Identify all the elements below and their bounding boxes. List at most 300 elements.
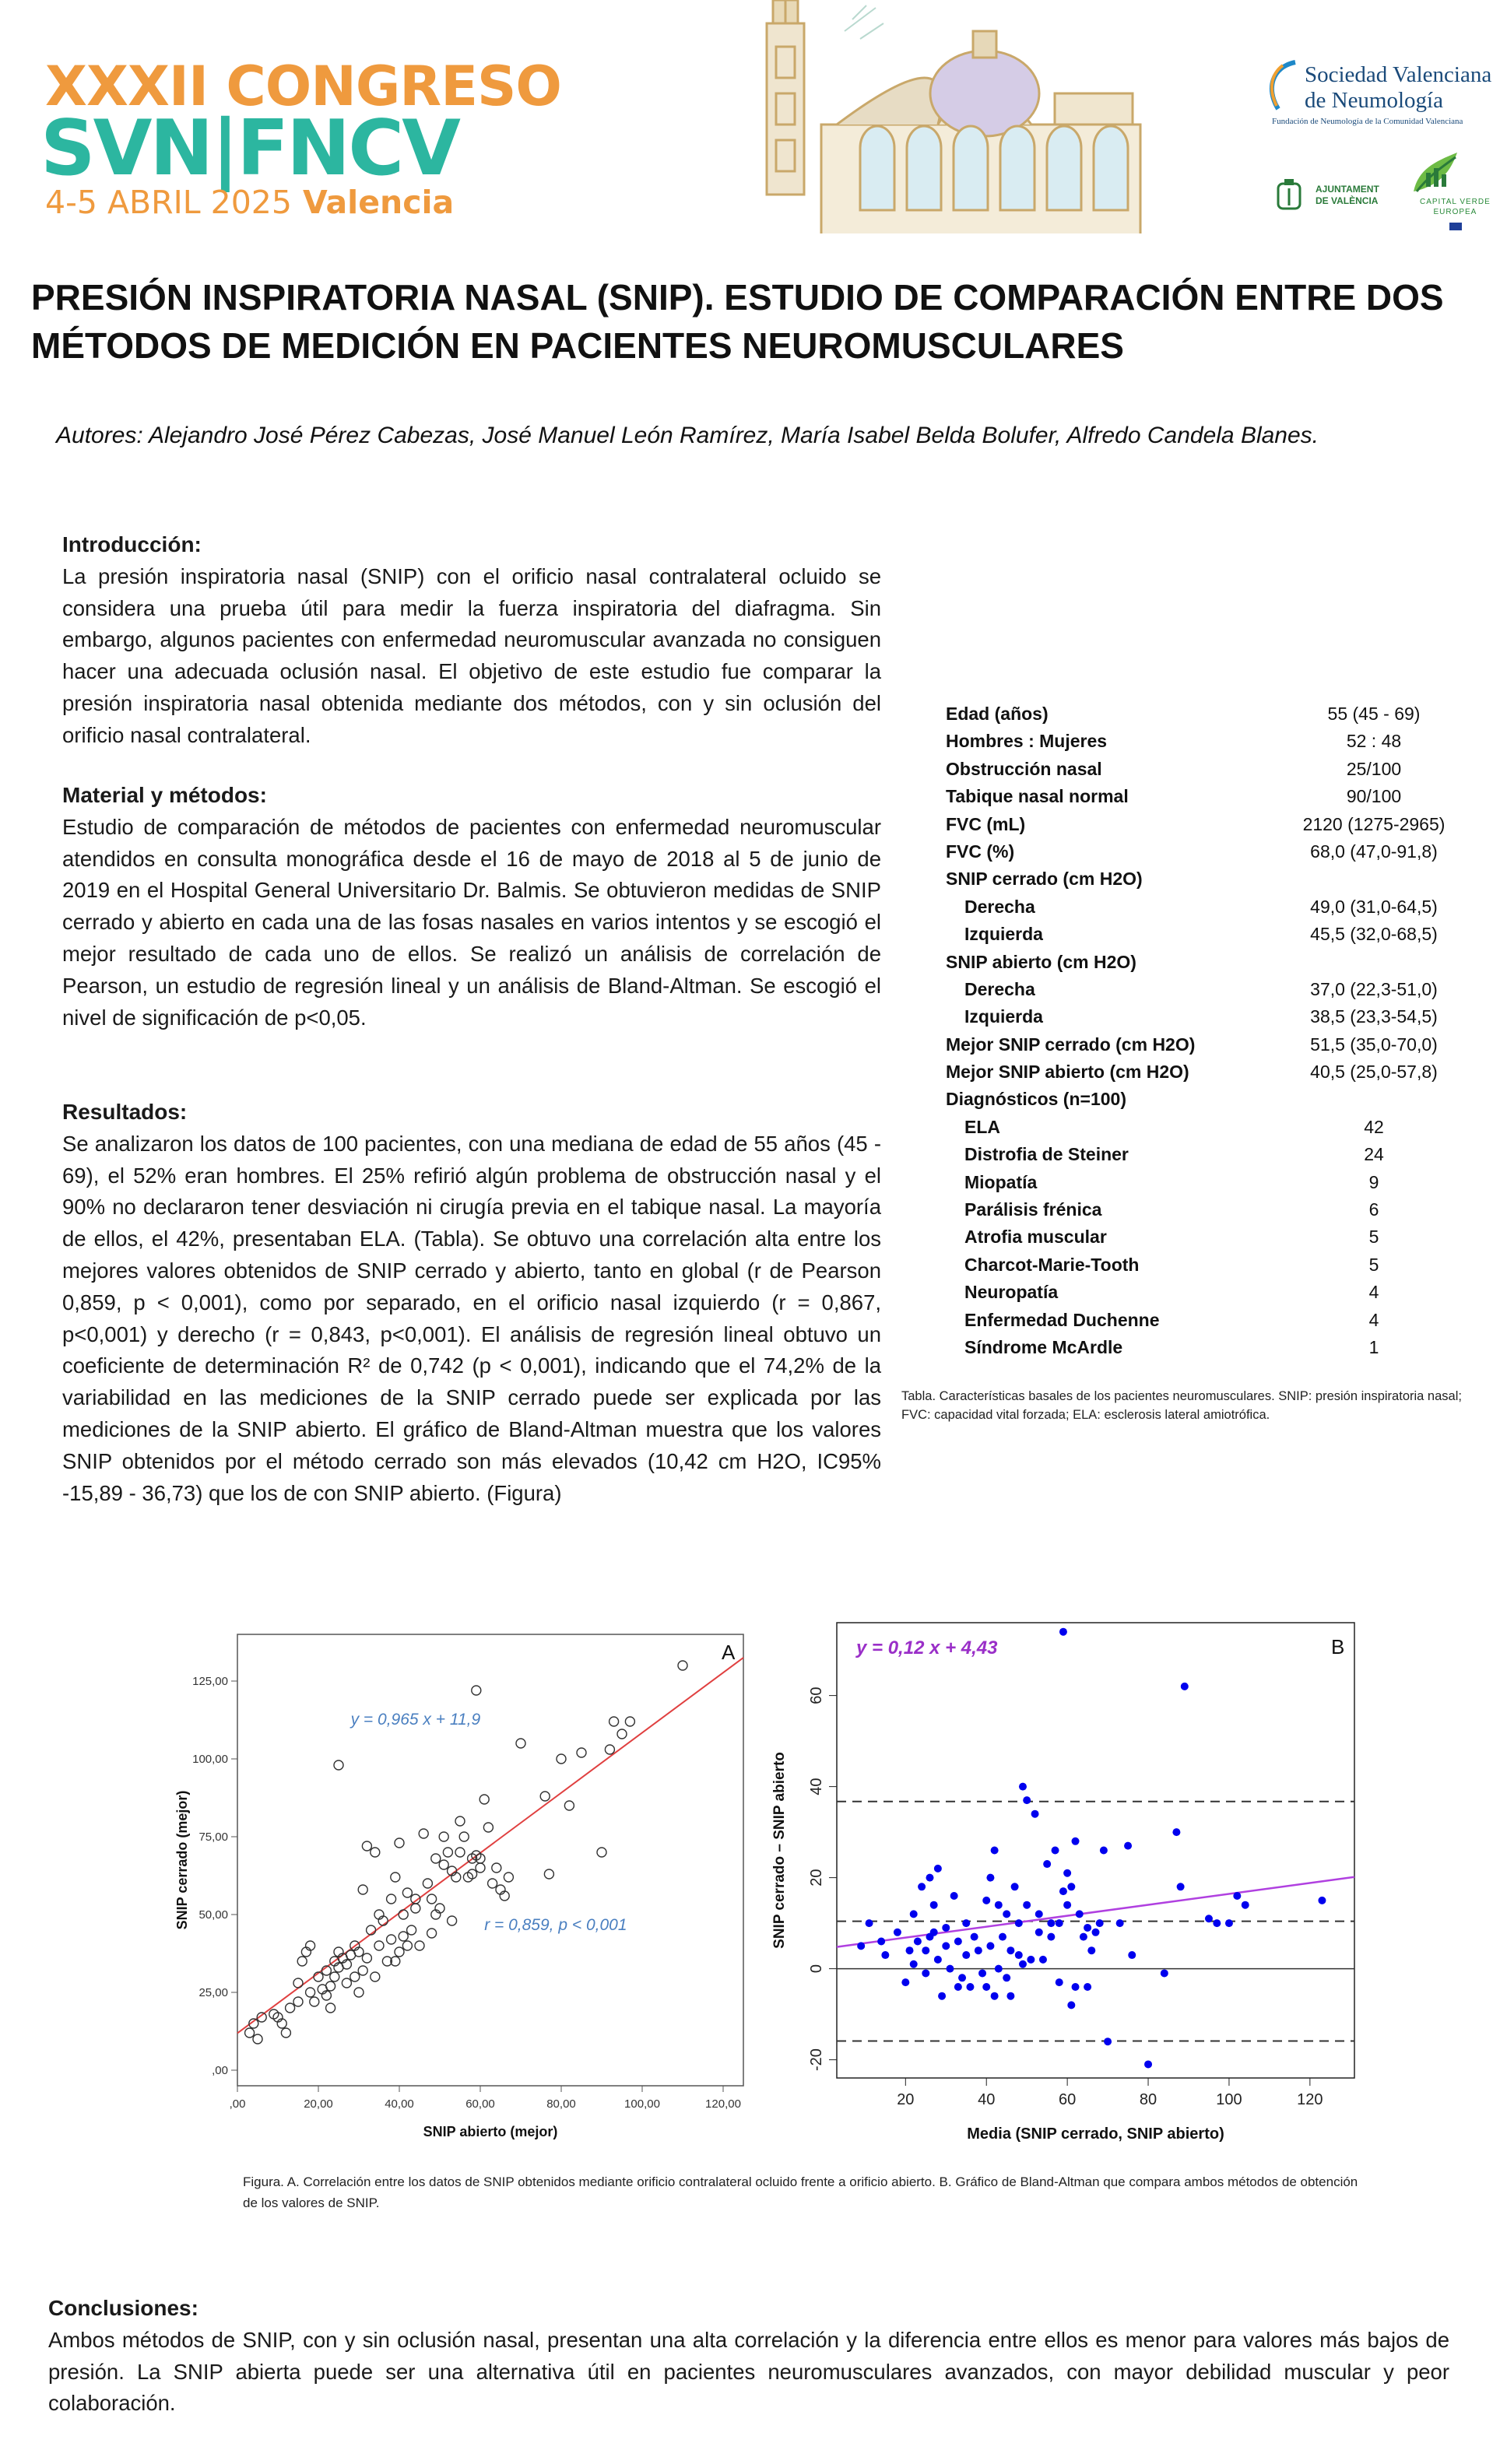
table-row-value: 90/100 (1346, 786, 1402, 807)
data-point (439, 1860, 448, 1869)
data-point (293, 1978, 303, 1988)
data-point (350, 1972, 360, 1981)
table-row-value: 1 (1368, 1336, 1379, 1357)
y-tick-label: 40 (808, 1778, 825, 1795)
data-point (1096, 1919, 1104, 1927)
data-point (286, 2003, 295, 2013)
plot-frame (237, 1634, 743, 2086)
x-tick-label: 40,00 (385, 2097, 414, 2111)
data-point (387, 1935, 396, 1944)
data-point (910, 1960, 918, 1968)
data-point (1213, 1919, 1221, 1927)
table-row-label: Tabique nasal normal (946, 786, 1129, 807)
data-point (966, 1983, 974, 1991)
data-point (1006, 1992, 1014, 2000)
table-row-value: 37,0 (22,3-51,0) (1310, 978, 1438, 999)
data-point (374, 1941, 384, 1950)
data-point (423, 1879, 432, 1888)
table-row (946, 1169, 1452, 1196)
table-row-value: 40,5 (25,0-57,8) (1310, 1062, 1438, 1083)
table-row-label: ELA (964, 1116, 1000, 1137)
data-point (597, 1848, 606, 1857)
data-point (1172, 1828, 1180, 1836)
data-point (1035, 1929, 1043, 1936)
data-point (427, 1929, 437, 1938)
panel-label: A (722, 1641, 736, 1664)
data-point (483, 1823, 493, 1832)
table-row (946, 1114, 1452, 1141)
data-point (986, 1942, 994, 1950)
table-row (946, 976, 1452, 1003)
society-name (1305, 62, 1491, 114)
introduction-heading: Introducción: (62, 532, 202, 556)
data-point (1144, 2060, 1152, 2068)
society-subtitle: Fundación de Neumología de la Comunidad Valenciana (1272, 117, 1463, 126)
data-point (427, 1894, 437, 1904)
data-point (1177, 1883, 1185, 1890)
data-point (962, 1919, 970, 1927)
data-point (476, 1863, 485, 1873)
data-point (1059, 1628, 1067, 1636)
data-point (625, 1717, 634, 1726)
section-conclusions (48, 2293, 1449, 2420)
introduction-text: La presión inspiratoria nasal (SNIP) con el orificio nasal contralateral ocluido se considera una prueba útil para medir la fuerza inspiratoria del diafragma. Sin embargo, algunos pacientes con enfermedad neuromuscular avanzada no consiguen hacer una adecuada oclusión nasal. El objetivo de este estudio fue comparar la presión inspiratoria nasal obtenida mediante dos métodos, con y sin oclusión del orificio nasal contralateral. (62, 563, 881, 747)
table-row (946, 728, 1452, 755)
data-point (1011, 1883, 1019, 1890)
data-point (330, 1972, 339, 1981)
data-point (293, 1997, 303, 2006)
data-point (387, 1894, 396, 1904)
data-point (1084, 1924, 1091, 1932)
x-tick-label: 120 (1297, 2091, 1323, 2108)
data-point (982, 1897, 990, 1904)
data-point (1006, 1946, 1014, 1954)
data-point (1072, 1983, 1080, 1991)
data-point (448, 1916, 457, 1925)
results-text: Se analizaron los datos de 100 pacientes, con una mediana de edad de 55 años (45 - 69), el 52% eran hombres. El 25% refirió algún problema de obstrucción nasal y el 90% no declararon tener desviación ni cirugía previa en el tabique nasal. La mayoría de ellos, el 42%, presentaban ELA. (Tabla). Se obtuvo una correlación alta entre los mejores valores obtenidos de SNIP cerrado y abierto, tanto en global (r de Pearson 0,859, p < 0,001), como por separado, en el orificio nasal izquierdo (r = 0,867, p<0,001) y derecho (r = 0,843, p<0,001). El análisis de regresión lineal obtuvo un coeficiente de determinación R² de 0,742 (p < 0,001), indicando que el 74,2% de la variabilidad en las mediciones de la SNIP cerrado puede ser explicada por las mediciones de la SNIP abierto. El gráfico de Bland-Altman muestra que los valores SNIP obtenidos por el método cerrado son más elevados (10,42 cm H2O, IC95% -15,89 - 36,73) que los de con SNIP abierto. (Figura) (62, 1131, 881, 1505)
congress-dates (45, 184, 455, 221)
table-row-value: 55 (45 - 69) (1327, 704, 1421, 724)
data-point (1023, 1901, 1031, 1909)
green-capital-line2: EUROPEA (1433, 207, 1477, 216)
table-row-label: SNIP cerrado (cm H2O) (946, 869, 1143, 890)
data-point (866, 1919, 873, 1927)
congress-acronym: SVN|FNCV (40, 104, 458, 193)
section-methods (62, 780, 881, 1034)
data-point (371, 1848, 380, 1857)
market-building-illustration (704, 0, 1187, 233)
section-results (62, 1097, 881, 1509)
table-row-label: Mejor SNIP cerrado (cm H2O) (946, 1034, 1196, 1055)
table-row (946, 1141, 1452, 1168)
table-row-label: Enfermedad Duchenne (964, 1309, 1160, 1330)
data-point (1205, 1915, 1213, 1922)
y-tick-label: 0 (808, 1964, 825, 1974)
data-point (1043, 1860, 1051, 1868)
data-point (958, 1974, 966, 1981)
data-point (1100, 1847, 1108, 1855)
data-point (678, 1661, 687, 1670)
table-row (946, 1003, 1452, 1030)
data-point (564, 1801, 574, 1810)
data-point (1047, 1919, 1055, 1927)
data-point (995, 1965, 1003, 1973)
data-point (1225, 1919, 1233, 1927)
data-point (1063, 1869, 1071, 1877)
x-axis-label: Media (SNIP cerrado, SNIP abierto) (967, 2125, 1224, 2143)
x-tick-label: 120,00 (705, 2097, 741, 2111)
table-row-value: 52 : 48 (1346, 731, 1402, 752)
table-row (946, 865, 1452, 893)
data-point (881, 1951, 889, 1959)
table-row (946, 783, 1452, 810)
data-point (617, 1729, 627, 1739)
data-point (516, 1739, 525, 1748)
data-point (472, 1686, 481, 1695)
data-point (962, 1951, 970, 1959)
data-point (1056, 1919, 1063, 1927)
y-tick-label: 125,00 (192, 1675, 228, 1688)
table-row (946, 1058, 1452, 1086)
methods-heading: Material y métodos: (62, 783, 267, 807)
table-row-label: FVC (%) (946, 841, 1015, 862)
table-row-label: Obstrucción nasal (946, 758, 1102, 779)
table-row-value: 5 (1368, 1254, 1379, 1275)
congress-title: XXXII CONGRESO (45, 54, 561, 118)
table-row-label: Hombres : Mujeres (946, 731, 1108, 752)
authors: Autores: Alejandro José Pérez Cabezas, José Manuel León Ramírez, María Isabel Belda Bolufer, Alfredo Candela Blanes. (56, 423, 1319, 448)
data-point (492, 1863, 501, 1873)
table-row-label: Atrofia muscular (964, 1227, 1107, 1248)
data-point (1052, 1847, 1059, 1855)
data-point (419, 1829, 428, 1838)
data-point (1233, 1892, 1241, 1900)
table-row-value: 68,0 (47,0-91,8) (1310, 841, 1438, 862)
data-point (934, 1865, 942, 1873)
data-point (1181, 1683, 1189, 1690)
x-tick-label: 80,00 (546, 2097, 576, 2111)
methods-text: Estudio de comparación de métodos de pacientes con enfermedad neuromuscular atendidos en consulta monográfica desde el 16 de mayo de 2018 al 5 de junio de 2019 en el Hospital General Universitario Dr. Balmis. Se obtuvieron medidas de SNIP cerrado y abierto en cada una de las fosas nasales en varios intentos y se escogió el mejor resultado de cada uno de ellos. Se realizó un análisis de correlación de Pearson, un estudio de regresión lineal y un análisis de Bland-Altman. Se escogió el nivel de significación de p<0,05. (62, 814, 881, 1030)
table-caption: Tabla. Características basales de los pacientes neuromusculares. SNIP: presión inspiratoria nasal; FVC: capacidad vital forzada; ELA: esclerosis lateral amiotrófica. (901, 1389, 1462, 1422)
y-tick-label: 100,00 (192, 1753, 228, 1766)
ajuntament-logo-text (1316, 184, 1379, 207)
regression-equation: y = 0,12 x + 4,43 (856, 1637, 998, 1658)
data-point (877, 1938, 885, 1946)
data-point (443, 1848, 452, 1857)
table-row-value: 4 (1368, 1309, 1379, 1330)
data-point (540, 1792, 550, 1801)
table-row-label: Charcot-Marie-Tooth (964, 1254, 1140, 1275)
data-point (1076, 1910, 1084, 1918)
ajuntament-crest-icon (1270, 179, 1308, 213)
data-point (1027, 1956, 1035, 1964)
data-point (1015, 1919, 1023, 1927)
data-point (1067, 2001, 1075, 2009)
ajuntament-line2: DE VALÈNCIA (1316, 195, 1379, 206)
green-capital-logo-icon (1410, 146, 1465, 195)
table-row (946, 811, 1452, 838)
y-tick-label: 25,00 (198, 1986, 228, 1999)
table-row-value: 6 (1368, 1199, 1379, 1220)
data-point (1056, 1978, 1063, 1986)
table-row-label: Síndrome McArdle (964, 1336, 1123, 1357)
data-point (310, 1997, 319, 2006)
data-point (982, 1983, 990, 1991)
y-axis-label: SNIP cerrado (mejor) (174, 1790, 190, 1930)
baseline-characteristics-table (946, 700, 1452, 1361)
green-capital-line1: CAPITAL VERDE (1420, 198, 1491, 206)
table-row-label: Edad (años) (946, 704, 1049, 724)
table-row-label: Izquierda (964, 1006, 1043, 1027)
table-row (946, 756, 1452, 783)
y-tick-label: ,00 (212, 2064, 228, 2077)
data-point (1242, 1901, 1249, 1909)
data-point (439, 1832, 448, 1841)
y-tick-label: -20 (808, 2048, 825, 2072)
data-point (358, 1885, 367, 1894)
table-row-label: SNIP abierto (cm H2O) (946, 951, 1136, 972)
x-tick-label: 80 (1139, 2091, 1157, 2108)
data-point (950, 1892, 958, 1900)
y-tick-label: 60 (808, 1687, 825, 1704)
data-point (1128, 1951, 1136, 1959)
data-point (914, 1938, 922, 1946)
data-point (334, 1760, 343, 1770)
data-point (1318, 1897, 1326, 1904)
data-point (975, 1946, 982, 1954)
y-tick-label: 20 (808, 1869, 825, 1887)
table-row (946, 1279, 1452, 1306)
data-point (1031, 1810, 1039, 1818)
ajuntament-line1: AJUNTAMENT (1316, 184, 1379, 195)
x-tick-label: 100 (1216, 2091, 1242, 2108)
table-row-value: 51,5 (35,0-70,0) (1310, 1034, 1438, 1055)
data-point (910, 1910, 918, 1918)
table-row-label: Derecha (964, 978, 1035, 999)
y-axis-label: SNIP cerrado – SNIP abierto (771, 1752, 788, 1949)
data-point (901, 1978, 909, 1986)
data-point (407, 1925, 416, 1935)
figure-caption: Figura. A. Correlación entre los datos de SNIP obtenidos mediante orificio contralateral ocluido frente a orificio abierto. B. Gráfico de Bland-Altman que compara ambos métodos de obtención de los valores de SNIP. (243, 2174, 1358, 2210)
data-point (395, 1838, 404, 1848)
data-point (1087, 1946, 1095, 1954)
data-point (999, 1933, 1006, 1941)
data-point (1035, 1910, 1043, 1918)
data-point (395, 1947, 404, 1957)
data-point (399, 1932, 408, 1941)
data-point (605, 1745, 614, 1754)
data-point (1039, 1956, 1047, 1964)
data-point (1019, 1960, 1027, 1968)
data-point (544, 1869, 553, 1879)
table-row-value: 24 (1364, 1144, 1384, 1165)
data-point (986, 1874, 994, 1882)
table-row (946, 1086, 1452, 1113)
table-row-label: Miopatía (964, 1171, 1038, 1192)
table-row-value: 9 (1368, 1171, 1379, 1192)
data-point (354, 1988, 364, 1997)
data-point (431, 1854, 441, 1863)
data-point (455, 1848, 465, 1857)
table-row (946, 1251, 1452, 1279)
data-point (358, 1966, 367, 1975)
data-point (1080, 1933, 1087, 1941)
data-point (1019, 1783, 1027, 1791)
table-row (946, 949, 1452, 976)
table-row (946, 1307, 1452, 1334)
correlation-stats: r = 0,859, p < 0,001 (484, 1916, 627, 1934)
poster-title: PRESIÓN INSPIRATORIA NASAL (SNIP). ESTUDIO DE COMPARACIÓN ENTRE DOS MÉTODOS DE MEDICIÓN EN PACIENTES NEUROMUSCULARES (31, 277, 1444, 366)
table-row-value: 2120 (1275-2965) (1302, 813, 1446, 834)
table-row-label: Mejor SNIP abierto (cm H2O) (946, 1062, 1189, 1083)
x-tick-label: 100,00 (624, 2097, 660, 2111)
data-point (942, 1924, 950, 1932)
figure-b-bland-altman (759, 1611, 1366, 2156)
table-row-label: Neuropatía (964, 1282, 1059, 1303)
data-point (1023, 1796, 1031, 1804)
figure-a-correlation-scatter (156, 1611, 755, 2156)
data-point (971, 1933, 978, 1941)
table-row (946, 1196, 1452, 1223)
data-point (1161, 1969, 1168, 1977)
congress-city: Valencia (302, 184, 455, 221)
y-tick-label: 50,00 (198, 1908, 228, 1922)
data-point (1003, 1910, 1010, 1918)
table-row (946, 1223, 1452, 1251)
table-row (946, 838, 1452, 865)
data-point (362, 1953, 371, 1963)
data-point (342, 1978, 351, 1988)
table-row (946, 1031, 1452, 1058)
regression-equation: y = 0,965 x + 11,9 (350, 1711, 481, 1729)
data-point (954, 1983, 962, 1991)
data-point (1072, 1837, 1080, 1845)
data-point (1015, 1951, 1023, 1959)
data-point (922, 1969, 929, 1977)
table-row-value: 38,5 (23,3-54,5) (1310, 1006, 1438, 1027)
table-row-label: FVC (mL) (946, 813, 1026, 834)
data-point (480, 1795, 489, 1804)
data-point (1063, 1901, 1071, 1909)
table-row-value: 49,0 (31,0-64,5) (1310, 896, 1438, 917)
table-row-label: Derecha (964, 896, 1035, 917)
data-point (918, 1883, 926, 1890)
data-point (1084, 1983, 1091, 1991)
data-point (577, 1748, 586, 1757)
data-point (991, 1847, 999, 1855)
data-point (906, 1946, 914, 1954)
data-point (894, 1929, 901, 1936)
plot-frame (837, 1623, 1354, 2078)
data-point (245, 2028, 255, 2038)
table-row-value: 42 (1364, 1116, 1384, 1137)
data-point (391, 1873, 400, 1882)
section-introduction (62, 529, 881, 752)
data-point (1092, 1929, 1100, 1936)
table-row-value: 5 (1368, 1227, 1379, 1248)
data-point (926, 1874, 933, 1882)
society-name-line1: Sociedad Valenciana (1305, 62, 1492, 87)
x-tick-label: 40 (978, 2091, 996, 2108)
data-point (1104, 2038, 1112, 2045)
data-point (942, 1942, 950, 1950)
congress-dates-text: 4-5 ABRIL 2025 (45, 184, 292, 221)
table-row-value: 45,5 (32,0-68,5) (1310, 924, 1438, 945)
table-row-label: Diagnósticos (n=100) (946, 1089, 1126, 1110)
data-point (922, 1946, 929, 1954)
conclusions-text: Ambos métodos de SNIP, con y sin oclusión nasal, presentan una alta correlación y la diferencia entre ellos es menor para valores más bajos de presión. La SNIP abierta puede ser una alternativa útil en pacientes neuromusculares avanzados, con mayor debilidad muscular y peor colaboración. (48, 2327, 1449, 2416)
data-point (326, 2003, 335, 2013)
table-row (946, 700, 1452, 728)
data-point (371, 1972, 380, 1981)
x-tick-label: 20,00 (304, 2097, 333, 2111)
results-heading: Resultados: (62, 1100, 188, 1124)
x-axis-label: SNIP abierto (mejor) (423, 2124, 558, 2139)
y-tick-label: 75,00 (198, 1830, 228, 1844)
table-row (946, 921, 1452, 948)
data-point (1116, 1919, 1124, 1927)
data-point (459, 1832, 469, 1841)
data-point (455, 1816, 465, 1826)
table-row-value: 25/100 (1346, 758, 1402, 779)
society-name-line2: de Neumología (1305, 88, 1443, 114)
data-point (938, 1992, 946, 2000)
x-tick-label: 20 (897, 2091, 915, 2108)
data-point (411, 1904, 420, 1913)
data-point (362, 1841, 371, 1851)
data-point (253, 2034, 262, 2044)
green-capital-text (1420, 198, 1491, 217)
svn-logo-icon (1259, 59, 1303, 114)
data-point (934, 1956, 942, 1964)
table-row (946, 893, 1452, 921)
data-point (946, 1965, 954, 1973)
data-point (402, 1888, 412, 1897)
data-point (326, 1981, 335, 1991)
table-row (946, 1334, 1452, 1361)
x-tick-label: ,00 (229, 2097, 246, 2111)
data-point (281, 2028, 290, 2038)
data-point (399, 1910, 408, 1919)
data-point (297, 1957, 307, 1966)
data-point (978, 1969, 986, 1977)
data-point (504, 1873, 513, 1882)
data-point (1003, 1974, 1010, 1981)
data-point (488, 1879, 497, 1888)
conclusions-heading: Conclusiones: (48, 2296, 198, 2320)
data-point (609, 1717, 619, 1726)
data-point (1067, 1883, 1075, 1890)
eu-flag-icon (1449, 223, 1462, 230)
x-tick-label: 60,00 (465, 2097, 495, 2111)
data-point (930, 1901, 938, 1909)
data-point (306, 1988, 315, 1997)
data-point (415, 1941, 424, 1950)
data-point (857, 1942, 865, 1950)
x-tick-label: 60 (1059, 2091, 1077, 2108)
data-point (954, 1938, 962, 1946)
data-point (1047, 1933, 1055, 1941)
table-row-value: 4 (1368, 1282, 1379, 1303)
data-point (1059, 1887, 1067, 1895)
data-point (995, 1901, 1003, 1909)
data-point (402, 1941, 412, 1950)
data-point (557, 1754, 566, 1764)
panel-label: B (1331, 1635, 1345, 1658)
data-point (991, 1992, 999, 2000)
data-point (930, 1929, 938, 1936)
data-point (1124, 1842, 1132, 1850)
